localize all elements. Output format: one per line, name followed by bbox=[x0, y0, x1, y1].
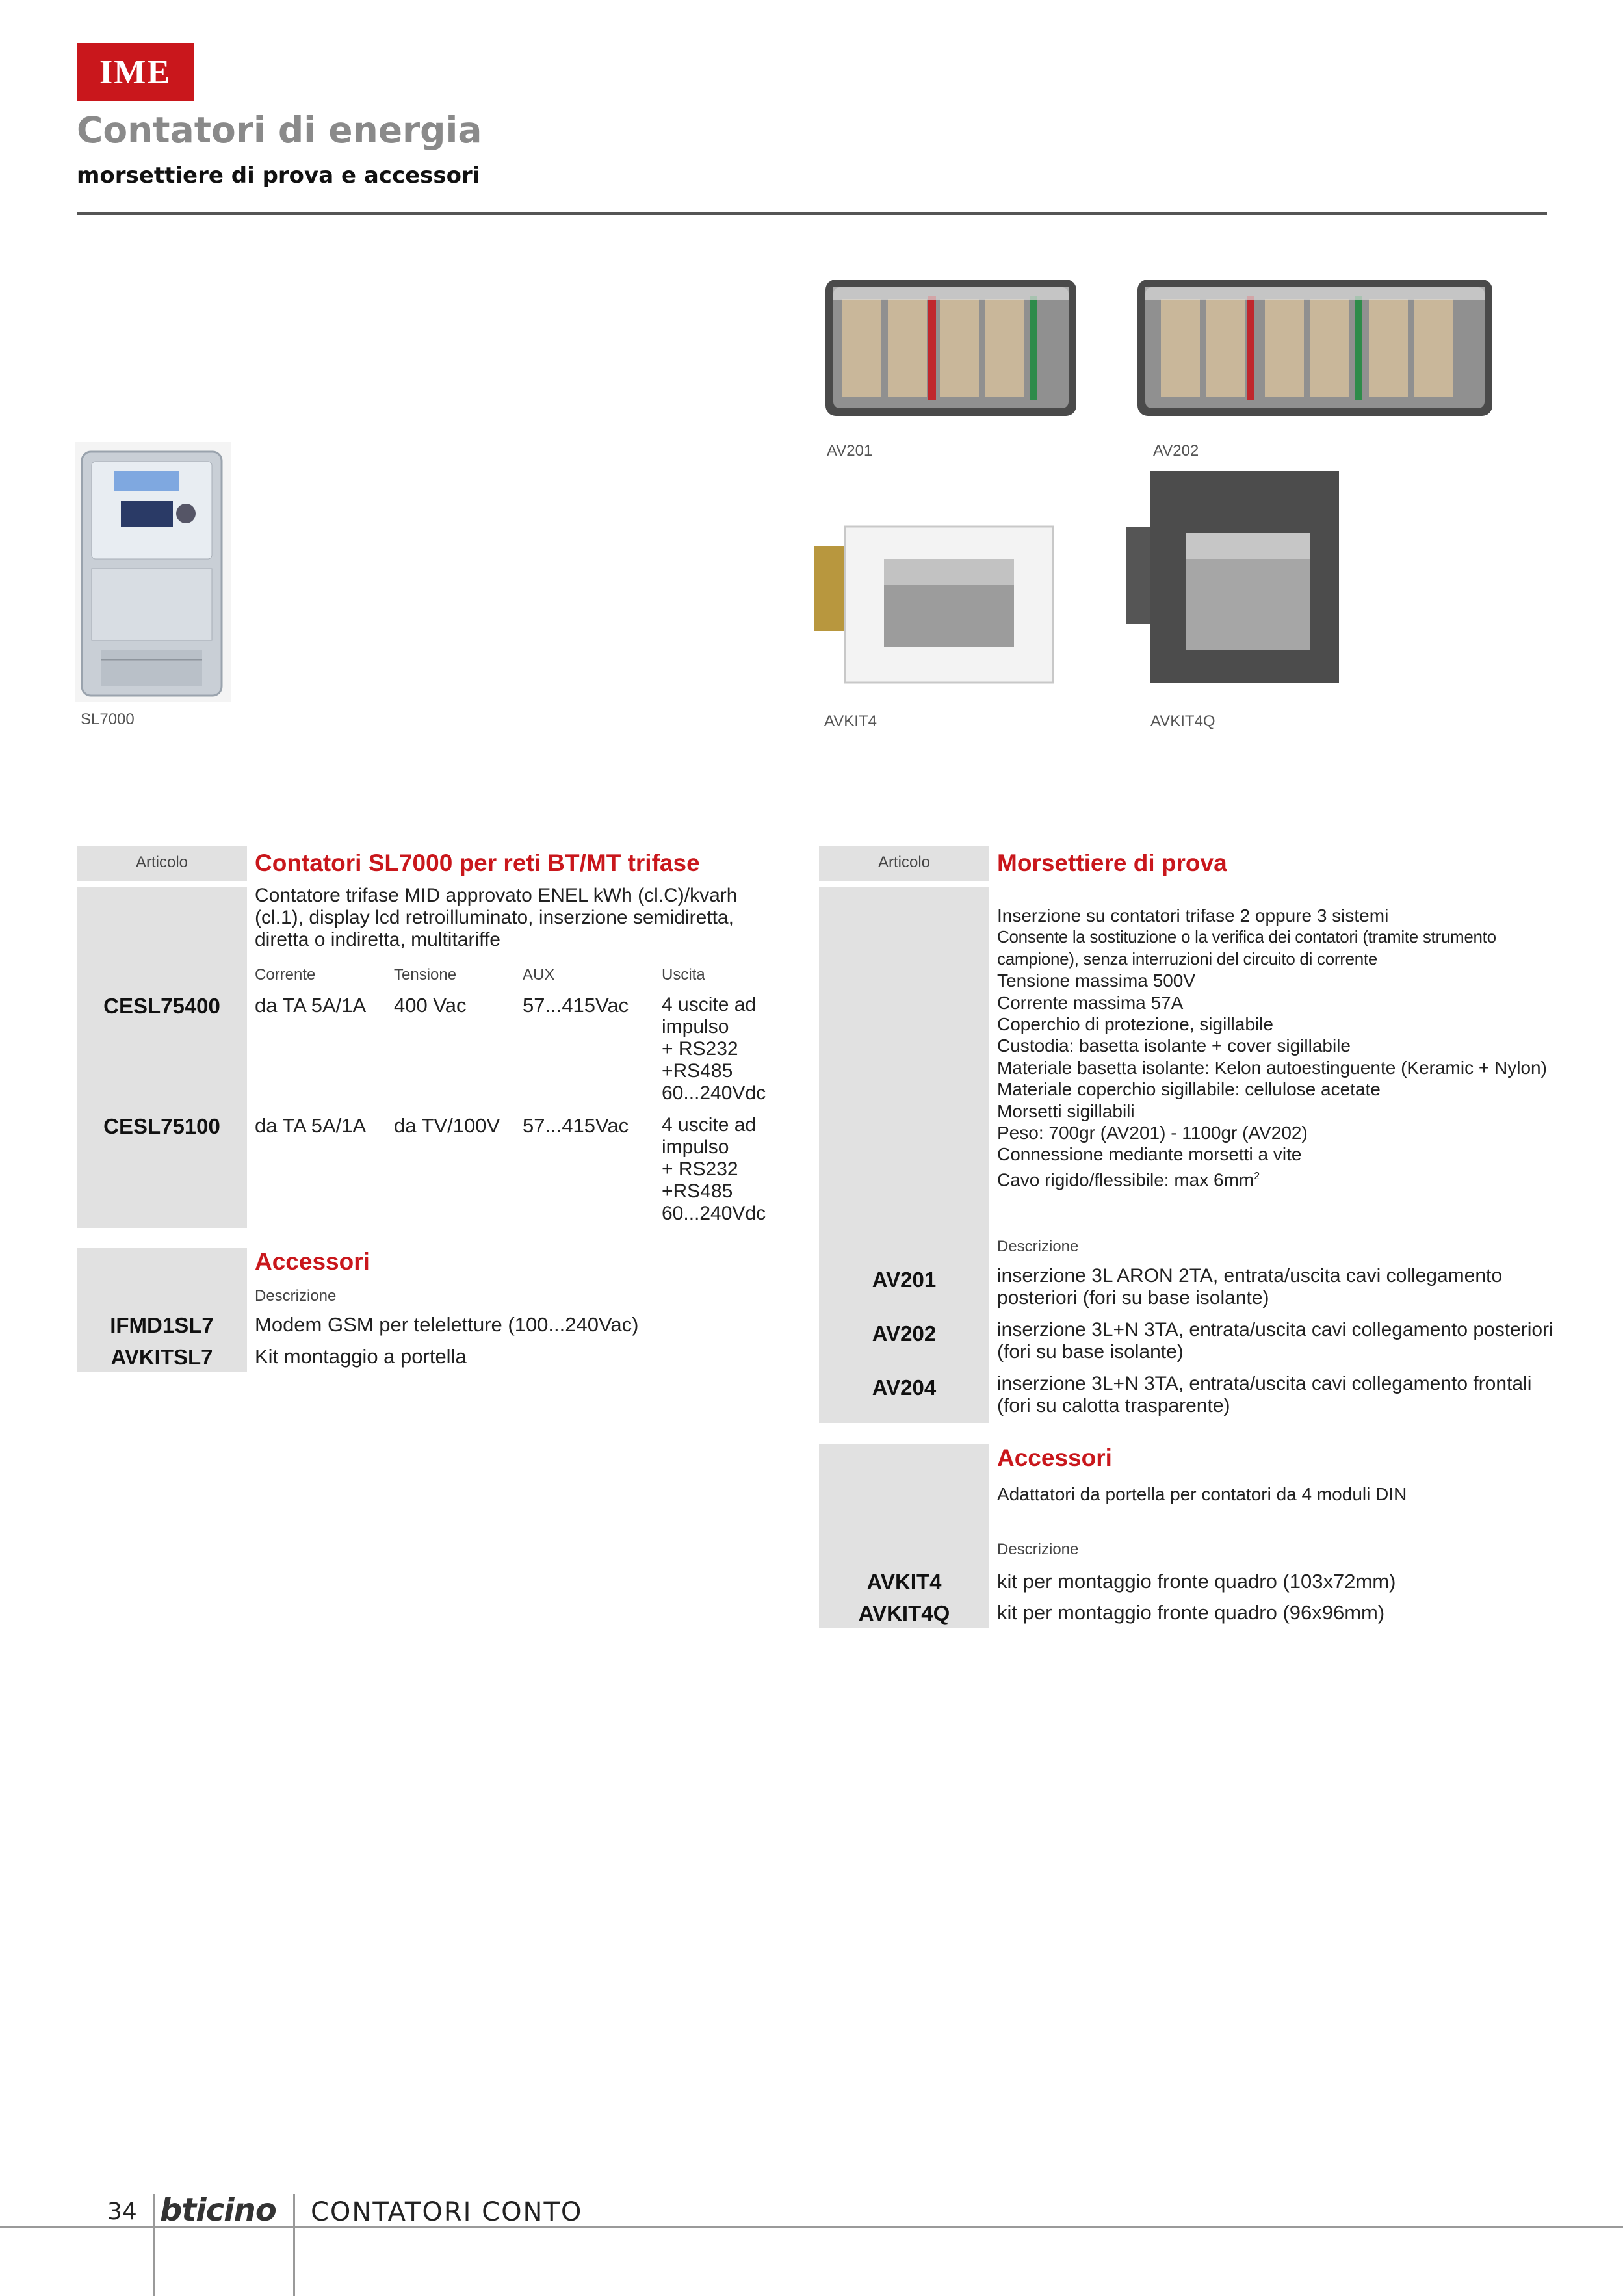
row-uscita: 4 uscite ad impulso + RS232 +RS485 60...240Vdc bbox=[662, 994, 766, 1104]
right-accessories-code-column bbox=[819, 1444, 989, 1628]
spec-line: Materiale coperchio sigillabile: cellulose acetate bbox=[997, 1079, 1381, 1100]
page-subtitle: morsettiere di prova e accessori bbox=[77, 163, 480, 189]
spec-line: Peso: 700gr (AV201) - 1100gr (AV202) bbox=[997, 1123, 1308, 1143]
terminal-block-image bbox=[1135, 267, 1495, 423]
caption-av202: AV202 bbox=[1153, 442, 1199, 460]
left-intro: Contatore trifase MID approvato ENEL kWh (cl.C)/kvarh (cl.1), display lcd retroilluminato, inserzione semidiretta, diretta o indiretta, multitariffe bbox=[255, 885, 738, 950]
col-tensione: Tensione bbox=[394, 966, 457, 984]
adapter-kit-image bbox=[812, 520, 1059, 689]
product-code: CESL75100 bbox=[103, 1114, 220, 1138]
adapter-kit-image bbox=[1124, 468, 1345, 689]
right-description-label: Descrizione bbox=[997, 1238, 1079, 1255]
terminal-block-image bbox=[823, 267, 1079, 423]
accessory-desc: kit per montaggio fronte quadro (96x96mm) bbox=[997, 1601, 1385, 1624]
spec-line bbox=[997, 1166, 1550, 1191]
spec-line: Connessione mediante morsetti a vite bbox=[997, 1144, 1302, 1165]
sl7000-photo bbox=[75, 442, 231, 702]
page-title: Contatori di energia bbox=[77, 109, 482, 151]
product-code: AV204 bbox=[872, 1376, 937, 1400]
accessory-code: AVKIT4 bbox=[866, 1570, 942, 1594]
footer-vline bbox=[293, 2194, 295, 2296]
bticino-logo: bticino bbox=[160, 2192, 276, 2228]
item-desc: inserzione 3L+N 3TA, entrata/uscita cavi collegamento frontali (fori su calotta trasparente) bbox=[997, 1373, 1532, 1416]
caption-sl7000: SL7000 bbox=[81, 711, 135, 728]
right-accessories-title: Accessori bbox=[997, 1444, 1112, 1471]
spec-line: Coperchio di protezione, sigillabile bbox=[997, 1014, 1273, 1035]
col-uscita: Uscita bbox=[662, 966, 705, 984]
right-section-title: Morsettiere di prova bbox=[997, 850, 1227, 876]
avkit4q-photo bbox=[1124, 468, 1345, 689]
spec-list bbox=[997, 905, 1550, 1191]
row-aux: 57...415Vac bbox=[523, 1114, 629, 1137]
right-accessories-description-label: Descrizione bbox=[997, 1541, 1079, 1558]
caption-avkit4q: AVKIT4Q bbox=[1150, 712, 1215, 730]
cable-spec-superscript: 2 bbox=[1254, 1170, 1260, 1182]
cable-spec: Cavo rigido/flessibile: max 6mm bbox=[997, 1169, 1254, 1190]
av202-photo bbox=[1135, 267, 1495, 423]
col-corrente: Corrente bbox=[255, 966, 316, 984]
accessory-desc: Modem GSM per teleletture (100...240Vac) bbox=[255, 1313, 639, 1336]
left-accessories-title: Accessori bbox=[255, 1248, 370, 1275]
row-tensione: 400 Vac bbox=[394, 994, 467, 1017]
caption-avkit4: AVKIT4 bbox=[824, 712, 877, 730]
accessory-code: AVKITSL7 bbox=[110, 1345, 213, 1369]
right-article-label: Articolo bbox=[877, 854, 931, 871]
caption-av201: AV201 bbox=[827, 442, 873, 460]
row-tensione: da TV/100V bbox=[394, 1114, 500, 1137]
spec-line: Materiale basetta isolante: Kelon autoestinguente (Keramic + Nylon) bbox=[997, 1057, 1547, 1078]
footer-vline bbox=[153, 2194, 155, 2296]
spec-line: Tensione massima 500V bbox=[997, 971, 1196, 991]
left-article-label: Articolo bbox=[135, 854, 188, 871]
row-aux: 57...415Vac bbox=[523, 994, 629, 1017]
brand-logo: IME bbox=[77, 43, 194, 101]
spec-line: Consente la sostituzione o la verifica dei contatori (tramite strumento campione), senza interruzioni del circuito di corrente bbox=[997, 927, 1496, 969]
item-desc: inserzione 3L ARON 2TA, entrata/uscita cavi collegamento posteriori (fori su base isolante) bbox=[997, 1265, 1503, 1309]
page-number: 34 bbox=[107, 2198, 137, 2225]
product-code: AV202 bbox=[872, 1322, 937, 1346]
spec-line: Morsetti sigillabili bbox=[997, 1101, 1135, 1121]
accessory-code: IFMD1SL7 bbox=[110, 1313, 214, 1337]
accessory-desc: Kit montaggio a portella bbox=[255, 1345, 467, 1368]
item-desc: inserzione 3L+N 3TA, entrata/uscita cavi collegamento posteriori (fori su base isolante) bbox=[997, 1319, 1553, 1363]
energy-meter-image bbox=[75, 442, 231, 702]
spec-line: Corrente massima 57A bbox=[997, 992, 1184, 1013]
col-aux: AUX bbox=[523, 966, 555, 984]
product-code: CESL75400 bbox=[103, 994, 220, 1018]
row-corrente: da TA 5A/1A bbox=[255, 1114, 367, 1137]
spec-line: Custodia: basetta isolante + cover sigillabile bbox=[997, 1036, 1351, 1056]
avkit4-photo bbox=[812, 520, 1059, 689]
accessory-desc: kit per montaggio fronte quadro (103x72mm) bbox=[997, 1570, 1396, 1593]
left-section-title: Contatori SL7000 per reti BT/MT trifase bbox=[255, 850, 700, 876]
left-code-column bbox=[77, 887, 247, 1228]
product-code: AV201 bbox=[872, 1268, 937, 1292]
right-accessories-intro: Adattatori da portella per contatori da 4 moduli DIN bbox=[997, 1484, 1407, 1504]
header-divider bbox=[77, 212, 1547, 215]
row-uscita: 4 uscite ad impulso + RS232 +RS485 60...240Vdc bbox=[662, 1114, 766, 1224]
row-corrente: da TA 5A/1A bbox=[255, 994, 367, 1017]
footer-title: CONTATORI CONTO bbox=[311, 2197, 583, 2227]
spec-line: Inserzione su contatori trifase 2 oppure 3 sistemi bbox=[997, 906, 1389, 926]
left-accessories-description-label: Descrizione bbox=[255, 1287, 337, 1305]
av201-photo bbox=[823, 267, 1079, 423]
accessory-code: AVKIT4Q bbox=[858, 1601, 950, 1625]
